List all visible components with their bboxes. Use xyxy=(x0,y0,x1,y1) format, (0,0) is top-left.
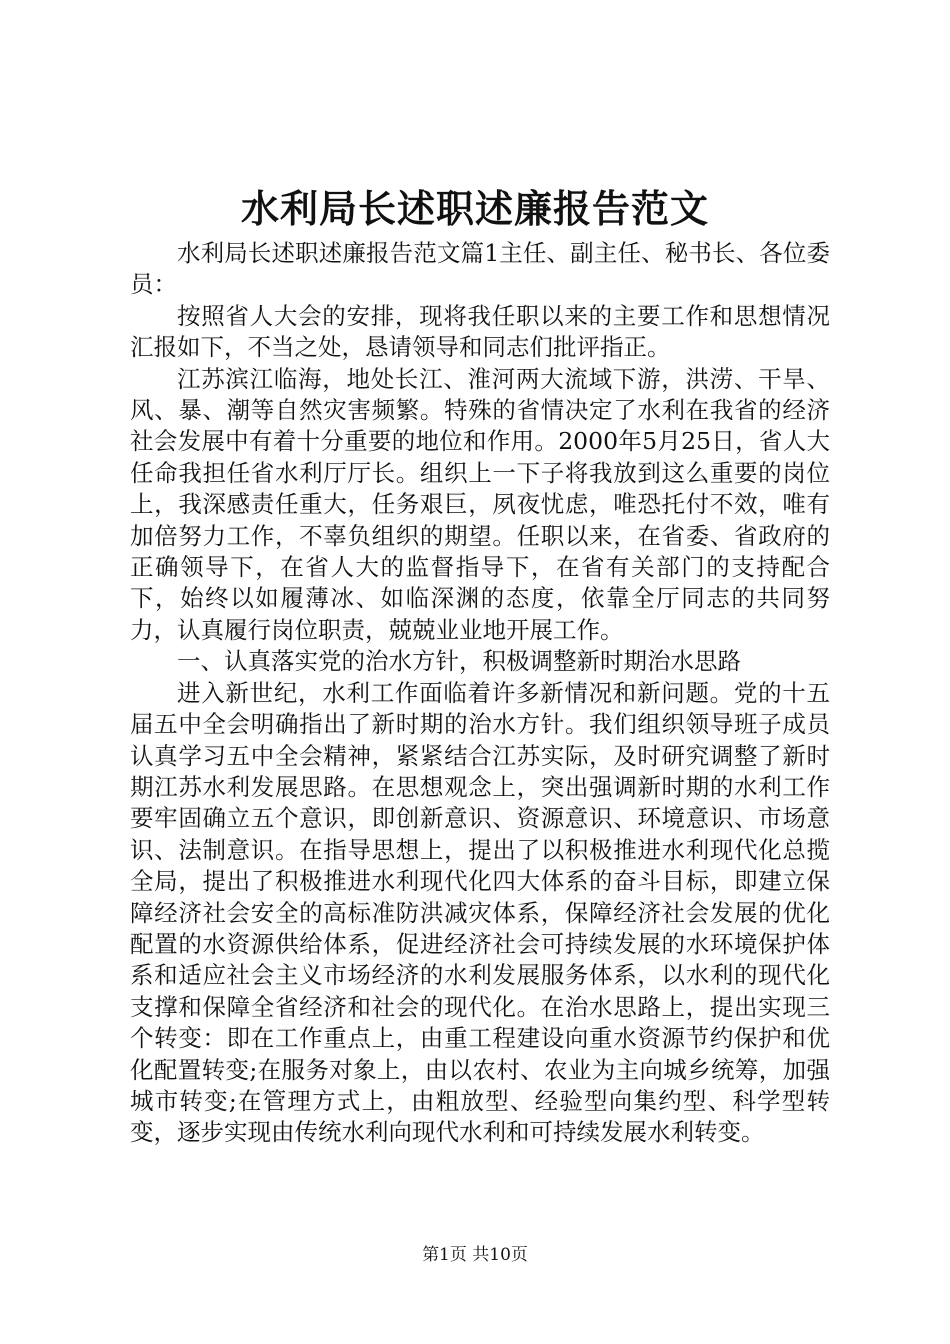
paragraph-intro: 按照省人大会的安排，现将我任职以来的主要工作和思想情况汇报如下，不当之处，恳请领导和同志们批评指正。 xyxy=(130,301,830,362)
paragraph-section-one: 进入新世纪，水利工作面临着许多新情况和新问题。党的十五届五中全会明确指出了新时期的治水方针。我们组织领导班子成员认真学习五中全会精神，紧紧结合江苏实际，及时研究调整了新时期江苏水利发展思路。在思想观念上，突出强调新时期的水利工作要牢固确立五个意识，即创新意识、资源意识、环境意识、市场意识、法制意识。在指导思想上，提出了以积极推进水利现代化总揽全局，提出了积极推进水利现代化四大体系的奋斗目标，即建立保障经济社会安全的高标准防洪减灾体系，保障经济社会发展的优化配置的水资源供给体系，促进经济社会可持续发展的水环境保护体系和适应社会主义市场经济的水利发展服务体系，以水利的现代化支撑和保障全省经济和社会的现代化。在治水思路上，提出实现三个转变：即在工作重点上，由重工程建设向重水资源节约保护和优化配置转变;在服务对象上，由以农村、农业为主向城乡统筹，加强城市转变;在管理方式上，由粗放型、经验型向集约型、科学型转变，逐步实现由传统水利向现代水利和可持续发展水利转变。 xyxy=(130,678,830,1147)
paragraph-greeting: 水利局长述职述廉报告范文篇1主任、副主任、秘书长、各位委员： xyxy=(130,239,830,299)
page-footer: 第1页 共10页 xyxy=(422,1245,528,1265)
paragraph-background: 江苏滨江临海，地处长江、淮河两大流域下游，洪涝、干旱、风、暴、潮等自然灾害频繁。特殊的省情决定了水利在我省的经济社会发展中有着十分重要的地位和作用。2000年5月25日，省人大任命我担任省水利厅厅长。组织上一下子将我放到这么重要的岗位上，我深感责任重大，任务艰巨，夙夜忧虑，唯恐托付不效，唯有加倍努力工作，不辜负组织的期望。任职以来，在省委、省政府的正确领导下，在省人大的监督指导下，在省有关部门的支持配合下，始终以如履薄冰、如临深渊的态度，依靠全厅同志的共同努力，认真履行岗位职责，兢兢业业地开展工作。 xyxy=(130,364,830,644)
section-heading: 一、认真落实党的治水方针，积极调整新时期治水思路 xyxy=(177,647,741,676)
document-body xyxy=(130,238,830,1149)
page-title: 水利局长述职述廉报告范文 xyxy=(240,186,709,231)
